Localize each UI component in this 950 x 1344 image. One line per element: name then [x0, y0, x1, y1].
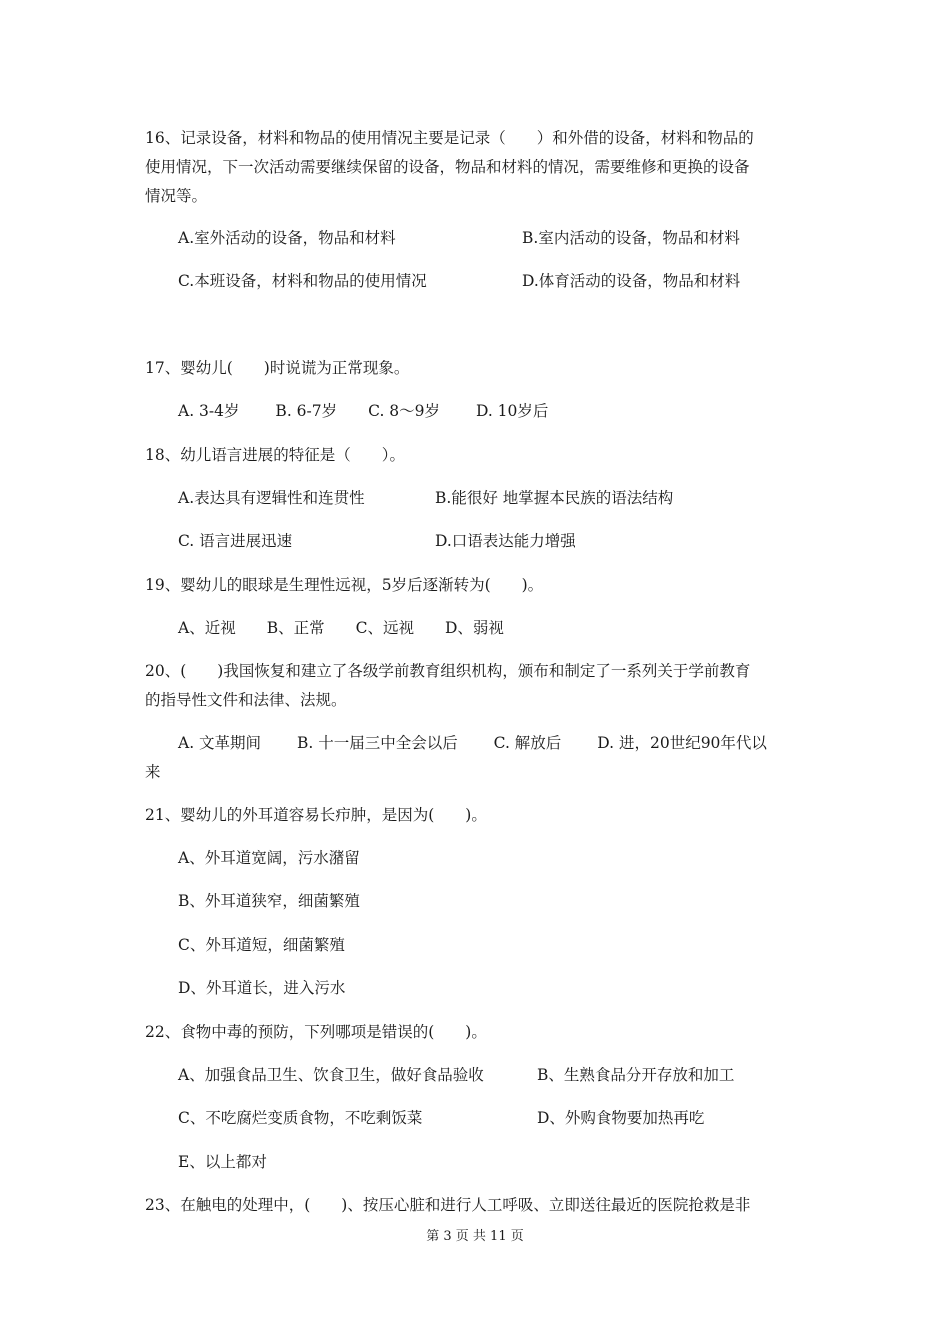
q16-option-b: B.室内活动的设备，物品和材料 — [522, 229, 740, 247]
q18-option-c: C. 语言进展迅速 — [178, 532, 293, 550]
q16-line-1: 16、记录设备，材料和物品的使用情况主要是记录（ ）和外借的设备，材料和物品的 — [145, 129, 754, 147]
q21-option-b: B、外耳道狭窄，细菌繁殖 — [178, 892, 360, 910]
q23-line-1: 23、在触电的处理中，( )、按压心脏和进行人工呼吸、立即送往最近的医院抢救是非 — [145, 1196, 751, 1214]
q21-option-a: A、外耳道宽阔，污水潴留 — [178, 849, 360, 867]
q22-option-b: B、生熟食品分开存放和加工 — [537, 1066, 735, 1084]
q21-option-d: D、外耳道长，进入污水 — [178, 979, 346, 997]
q19-stem: 19、婴幼儿的眼球是生理性远视，5岁后逐渐转为( )。 — [145, 576, 544, 594]
q16-line-3: 情况等。 — [145, 187, 208, 205]
q17-options: A. 3-4岁 B. 6-7岁 C. 8～9岁 D. 10岁后 — [178, 402, 549, 420]
q17-stem: 17、婴幼儿( )时说谎为正常现象。 — [145, 359, 410, 377]
q22-option-e: E、以上都对 — [178, 1153, 267, 1171]
q21-option-c: C、外耳道短，细菌繁殖 — [178, 936, 345, 954]
q22-option-a: A、加强食品卫生、饮食卫生，做好食品验收 — [178, 1066, 484, 1084]
q22-option-c: C、不吃腐烂变质食物，不吃剩饭菜 — [178, 1109, 423, 1127]
q16-line-2: 使用情况，下一次活动需要继续保留的设备，物品和材料的情况，需要维修和更换的设备 — [145, 158, 750, 176]
q20-line-2: 的指导性文件和法律、法规。 — [145, 691, 347, 709]
q20-options: A. 文革期间 B. 十一届三中全会以后 C. 解放后 D. 进，20世纪90年代以 — [178, 734, 767, 752]
q18-option-d: D.口语表达能力增强 — [435, 532, 576, 550]
q18-option-a: A.表达具有逻辑性和连贯性 — [178, 489, 365, 507]
q18-option-b: B.能很好 地掌握本民族的语法结构 — [435, 489, 674, 507]
q16-option-d: D.体育活动的设备，物品和材料 — [522, 272, 741, 290]
q21-stem: 21、婴幼儿的外耳道容易长疖肿，是因为( )。 — [145, 806, 487, 824]
q16-option-c: C.本班设备，材料和物品的使用情况 — [178, 272, 427, 290]
page-number: 第 3 页 共 11 页 — [426, 1229, 524, 1244]
q22-stem: 22、食物中毒的预防，下列哪项是错误的( )。 — [145, 1023, 487, 1041]
q19-options: A、近视 B、正常 C、远视 D、弱视 — [178, 619, 504, 637]
q22-option-d: D、外购食物要加热再吃 — [537, 1109, 705, 1127]
q20-options-continued: 来 — [145, 763, 161, 781]
q18-stem: 18、幼儿语言进展的特征是（ ）。 — [145, 446, 405, 464]
q20-line-1: 20、( )我国恢复和建立了各级学前教育组织机构，颁布和制定了一系列关于学前教育 — [145, 662, 751, 680]
q16-option-a: A.室外活动的设备，物品和材料 — [178, 229, 396, 247]
